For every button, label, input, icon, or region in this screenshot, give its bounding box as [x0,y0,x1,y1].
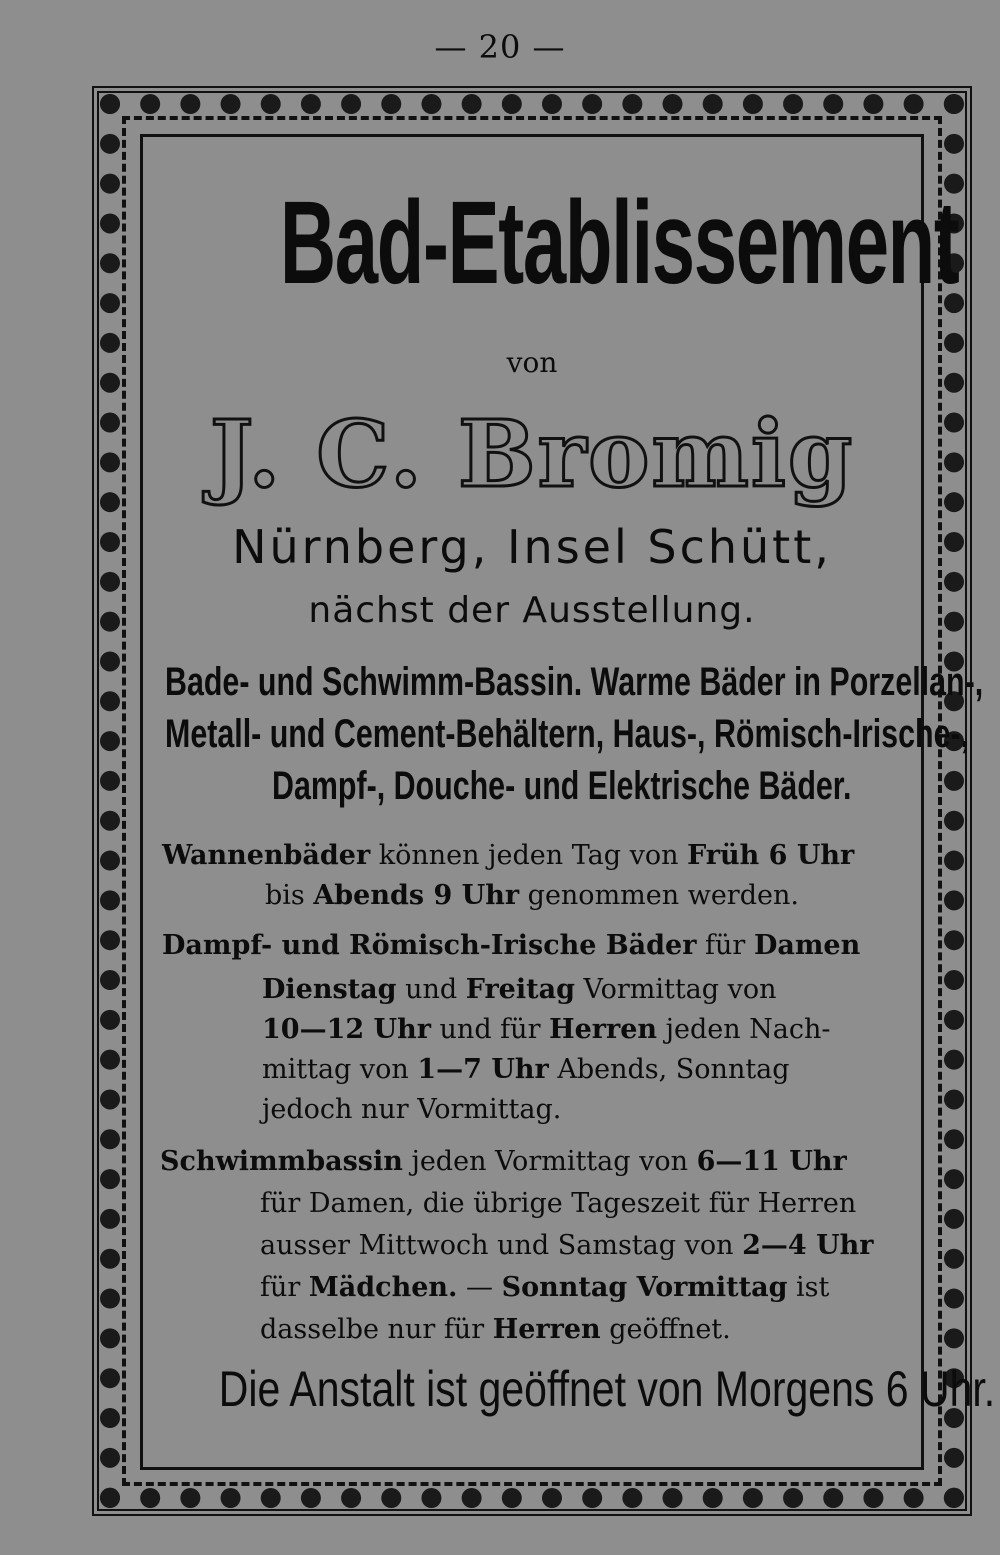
pool-hours-line-2 [260,1184,856,1224]
bold-text: 10—12 Uhr [262,1014,431,1045]
text: für [696,930,754,961]
text: können jeden Tag von [370,840,688,871]
text: ist [787,1272,830,1303]
bold-text: Schwimmbassin [160,1146,403,1177]
closing-line: Die Anstalt ist geöffnet von Morgens 6 Uhr. [218,1361,996,1417]
steam-bath-line-2 [262,970,777,1010]
pool-hours-line-5 [260,1310,731,1350]
services-line-3: Dampf-, Douche- und Elektrische Bäder. [272,764,852,808]
bold-text: Dampf- und Römisch-Irische Bäder [162,930,697,961]
bath-hours-line-2 [265,876,799,916]
ad-von: von [506,346,558,379]
bold-text: Dienstag [262,974,397,1005]
bold-text: 6—11 Uhr [696,1146,847,1177]
text: und für [430,1014,550,1045]
text: und [396,974,466,1005]
services-line-2: Metall- und Cement-Behältern, Haus-, Römisch-Irische-, [165,712,970,756]
text: — [457,1272,502,1303]
services-line-1: Bade- und Schwimm-Bassin. Warme Bäder in Porzellan-, [165,660,984,704]
pool-hours-line-4 [260,1268,829,1308]
bold-text: Mädchen. [308,1272,458,1303]
bold-text: 1—7 Uhr [417,1054,549,1085]
text: genommen werden. [519,880,799,911]
bold-text: Früh 6 Uhr [687,840,855,871]
bold-text: Herren [549,1014,658,1045]
bold-text: Freitag [465,974,575,1005]
bold-text: Damen [753,930,861,961]
steam-bath-line-4 [262,1050,790,1090]
text: jeden Vormittag von [402,1146,697,1177]
text: für [260,1272,309,1303]
steam-bath-line-3 [262,1010,831,1050]
pool-hours-line-1 [160,1142,847,1182]
text: jeden Nach- [657,1014,831,1045]
bold-text: 2—4 Uhr [742,1230,874,1261]
page-number: — 20 — [434,28,566,66]
proprietor-name: J. C. Bromig [209,400,855,508]
pool-hours-line-3 [260,1226,873,1266]
location: Nürnberg, Insel Schütt, [232,520,832,574]
text: Abends, Sonntag [548,1054,790,1085]
text: für Damen, die übrige Tageszeit für Herren [260,1188,857,1219]
text: dasselbe nur für [260,1314,493,1345]
text: jedoch nur Vormittag. [262,1094,562,1125]
text: Vormittag von [574,974,777,1005]
steam-bath-line-5 [262,1090,561,1130]
bold-text: Abends 9 Uhr [313,880,520,911]
ad-title: Bad-Etablissement [279,177,959,309]
text: geöffnet. [600,1314,731,1345]
text: mittag von [262,1054,418,1085]
bold-text: Herren [492,1314,601,1345]
steam-bath-line-1 [162,926,860,966]
bold-text: Wannenbäder [162,840,371,871]
bath-hours-line-1 [162,836,854,876]
bold-text: Sonntag Vormittag [501,1272,788,1303]
location-note: nächst der Ausstellung. [308,590,756,631]
text: ausser Mittwoch und Samstag von [260,1230,743,1261]
text: bis [265,880,314,911]
